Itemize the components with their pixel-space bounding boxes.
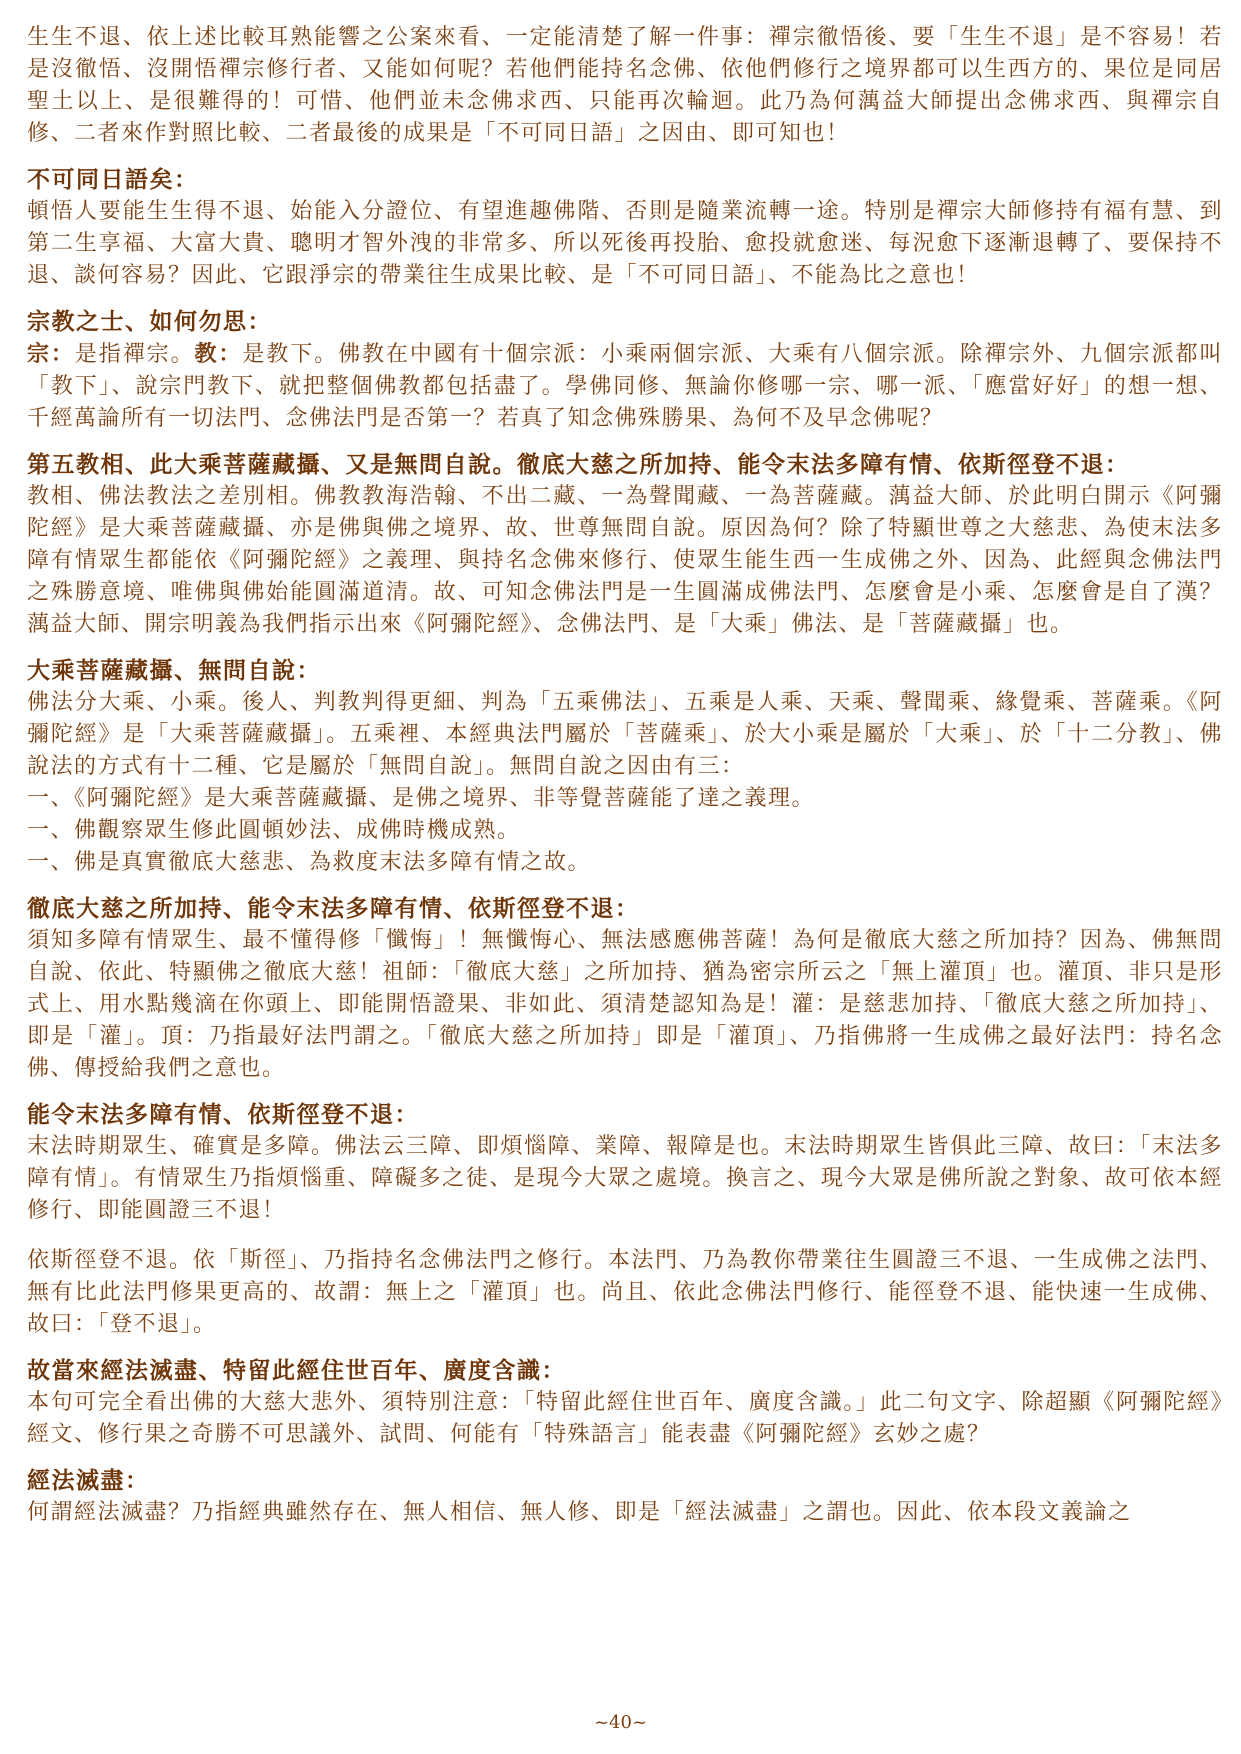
section-body-4: 佛法分大乘、小乘。後人、判教判得更細、判為「五乘佛法」、五乘是人乘、天乘、聲聞乘、緣覺乘、菩薩乘。《阿彌陀經》是「大乘菩薩藏攝」。五乘裡、本經典法門屬於「菩薩乘」、於大小乘是屬於「大乘」、於「十二分教」、佛說法的方式有十二種、它是屬於「無問自說」。無問自說之因由有三： [27, 690, 1223, 779]
page-number: ~40~ [593, 1712, 648, 1733]
intro-paragraph: 生生不退、依上述比較耳熟能響之公案來看、一定能清楚了解一件事：禪宗徹悟後、要「生生不退」是不容易！若是沒徹悟、沒開悟禪宗修行者、又能如何呢？若他們能持名念佛、依他們修行之境界都可以生西方的、果位是同居聖土以上、是很難得的！可惜、他們並未念佛求西、只能再次輪迴。此乃為何蕅益大師提出念佛求西、與禪宗自修、二者來作對照比較、二者最後的成果是「不可同日語」之因由、即可知也！ [27, 25, 1223, 146]
section-heading-7: 故當來經法滅盡、特留此經住世百年、廣度含識： [27, 1357, 566, 1384]
list-item: 一、佛是真實徹底大慈悲、為救度末法多障有情之故。 [27, 850, 592, 875]
term-jiao: 教： [194, 341, 243, 367]
list-item: 一、佛觀察眾生修此圓頓妙法、成佛時機成熟。 [27, 818, 521, 843]
section-body-3: 教相、佛法教法之差別相。佛教教海浩翰、不出二藏、一為聲聞藏、一為菩薩藏。蕅益大師、於此明白開示《阿彌陀經》是大乘菩薩藏攝、亦是佛與佛之境界、故、世尊無問自說。原因為何？除了特顯世尊之大慈悲、為使末法多障有情眾生都能依《阿彌陀經》之義理、與持名念佛來修行、使眾生能生西一生成佛之外、因為、此經與念佛法門之殊勝意境、唯佛與佛始能圓滿道清。故、可知念佛法門是一生圓滿成佛法門、怎麼會是小乘、怎麼會是自了漢？蕅益大師、開宗明義為我們指示出來《阿彌陀經》、念佛法門、是「大乘」佛法、是「菩薩藏攝」也。 [27, 484, 1223, 637]
section-heading-1: 不可同日語矣： [27, 166, 199, 193]
term-jiao-text: 是教下。佛教在中國有十個宗派：小乘兩個宗派、大乘有八個宗派。除禪宗外、九個宗派都叫「教下」、說宗門教下、就把整個佛教都包括盡了。學佛同修、無論你修哪一宗、哪一派、「應當好好」的想一想、千經萬論所有一切法門、念佛法門是否第一？若真了知念佛殊勝果、為何不及早念佛呢？ [27, 342, 1223, 431]
section-body-7: 本句可完全看出佛的大慈大悲外、須特別注意：「特留此經住世百年、廣度含識。」此二句文字、除超顯《阿彌陀經》經文、修行果之奇勝不可思議外、試問、何能有「特殊語言」能表盡《阿彌陀經》玄妙之處？ [27, 1390, 1223, 1447]
section-body-5: 須知多障有情眾生、最不懂得修「懺悔」！無懺悔心、無法感應佛菩薩！為何是徹底大慈之所加持？因為、佛無問自說、依此、特顯佛之徹底大慈！祖師：「徹底大慈」之所加持、猶為密宗所云之「無上灌頂」也。灌頂、非只是形式上、用水點幾滴在你頭上、即能開悟證果、非如此、須清楚認知為是！灌：是慈悲加持、「徹底大慈之所加持」、即是「灌」。頂：乃指最好法門謂之。「徹底大慈之所加持」即是「灌頂」、乃指佛將一生成佛之最好法門：持名念佛、傳授給我們之意也。 [27, 928, 1223, 1081]
section-heading-5: 徹底大慈之所加持、能令末法多障有情、依斯徑登不退： [27, 895, 640, 922]
section-body-8: 何謂經法滅盡？乃指經典雖然存在、無人相信、無人修、即是「經法滅盡」之謂也。因此、依本段文義論之 [27, 1500, 1132, 1525]
list-item: 一、《阿彌陀經》是大乘菩薩藏攝、是佛之境界、非等覺菩薩能了達之義理。 [27, 786, 816, 811]
section-heading-8: 經法滅盡： [27, 1467, 150, 1494]
section-heading-2: 宗教之士、如何勿思： [27, 308, 272, 335]
section-body-1: 頓悟人要能生生得不退、始能入分證位、有望進趣佛階、否則是隨業流轉一途。特別是禪宗大師修持有福有慧、到第二生享福、大富大貴、聰明才智外洩的非常多、所以死後再投胎、愈投就愈迷、每況愈下逐漸退轉了、要保持不退、談何容易？因此、它跟淨宗的帶業往生成果比較、是「不可同日語」、不能為比之意也！ [27, 199, 1223, 288]
document-page [27, 22, 1223, 1529]
term-zong: 宗： [27, 341, 75, 367]
section-body-2 [27, 338, 1223, 435]
section-body-6b: 依斯徑登不退。依「斯徑」、乃指持名念佛法門之修行。本法門、乃為教你帶業往生圓證三不退、一生成佛之法門、無有比此法門修果更高的、故謂：無上之「灌頂」也。尚且、依此念佛法門修行、能徑登不退、能快速一生成佛、故曰：「登不退」。 [27, 1248, 1223, 1337]
section-heading-3: 第五教相、此大乘菩薩藏攝、又是無問自說。徹底大慈之所加持、能令末法多障有情、依斯徑登不退： [27, 451, 1130, 478]
section-body-6: 末法時期眾生、確實是多障。佛法云三障、即煩惱障、業障、報障是也。末法時期眾生皆俱此三障、故曰：「末法多障有情」。有情眾生乃指煩惱重、障礙多之徒、是現今大眾之處境。換言之、現今大眾是佛所說之對象、故可依本經修行、即能圓證三不退！ [27, 1134, 1223, 1223]
term-zong-text: 是指禪宗。 [74, 342, 195, 367]
section-heading-4: 大乘菩薩藏攝、無問自說： [27, 657, 321, 684]
section-heading-6: 能令末法多障有情、依斯徑登不退： [27, 1101, 419, 1128]
